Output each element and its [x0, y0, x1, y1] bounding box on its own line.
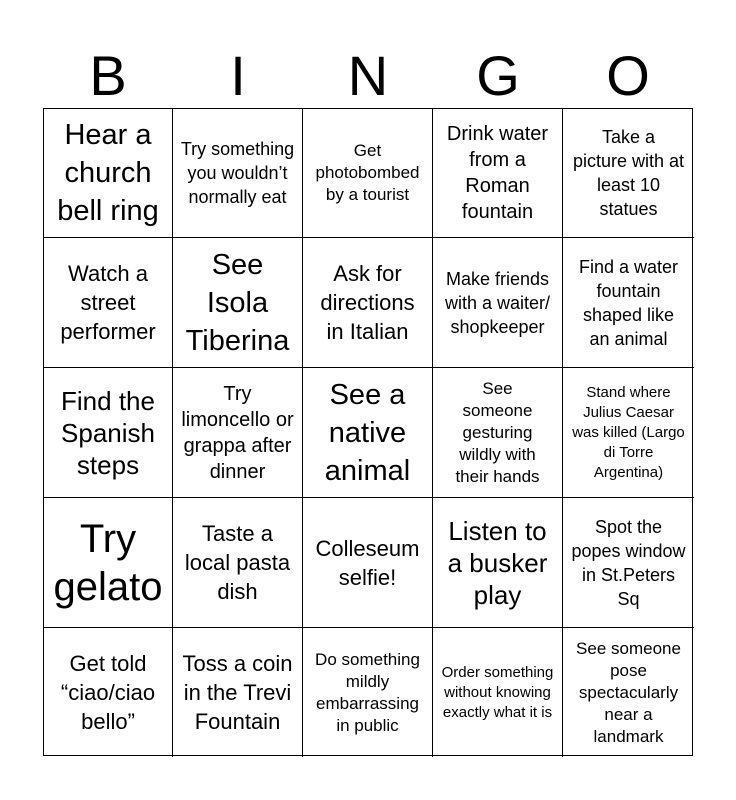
cell-text: See a native animal — [324, 378, 411, 487]
cell-text: Do something mildly embarrassing in public — [315, 649, 420, 735]
cell-text: Try limoncello or grappa after dinner — [181, 382, 294, 483]
cell-text: Find a water fountain shaped like an animal — [578, 256, 679, 349]
bingo-cell-r3-c2[interactable] — [173, 368, 303, 498]
bingo-header — [43, 44, 693, 108]
cell-text: See someone pose spectacularly near a landmark — [576, 638, 681, 746]
bingo-cell-r3-c5[interactable] — [563, 368, 694, 498]
cell-text: Get photobombed by a tourist — [315, 141, 420, 204]
bingo-cell-r4-c2[interactable] — [173, 498, 303, 628]
bingo-cell-r3-c4[interactable] — [433, 368, 563, 498]
cell-text: Taste a local pasta dish — [184, 521, 291, 604]
header-letter-b: B — [89, 44, 127, 107]
bingo-cell-r1-c5[interactable] — [563, 109, 694, 238]
header-letter-o: O — [606, 44, 650, 107]
cell-text: Watch a street performer — [60, 261, 156, 344]
bingo-cell-r4-c3[interactable] — [303, 498, 433, 628]
bingo-cell-r4-c1[interactable] — [44, 498, 173, 628]
bingo-cell-r5-c1[interactable] — [44, 628, 173, 757]
bingo-cell-r5-c3[interactable] — [303, 628, 433, 757]
cell-text: Order something without knowing exactly what it is — [441, 663, 554, 721]
cell-text: Get told “ciao/ciao bello” — [60, 651, 156, 734]
bingo-cell-r3-c3[interactable] — [303, 368, 433, 498]
header-letter-n: N — [347, 44, 389, 107]
bingo-cell-r2-c1[interactable] — [44, 238, 173, 368]
header-letter-i: I — [230, 44, 246, 107]
cell-text: Try gelato — [53, 516, 163, 609]
cell-text: Make friends with a waiter/ shopkeeper — [444, 268, 551, 337]
bingo-cell-r1-c3[interactable] — [303, 109, 433, 238]
bingo-cell-r5-c4[interactable] — [433, 628, 563, 757]
cell-text: Take a picture with at least 10 statues — [572, 127, 685, 219]
cell-text: Drink water from a Roman fountain — [446, 123, 549, 223]
cell-text: Spot the popes window in St.Peters Sq — [571, 516, 686, 609]
bingo-cell-r1-c1[interactable] — [44, 109, 173, 238]
bingo-cell-r5-c2[interactable] — [173, 628, 303, 757]
cell-text: Listen to a busker play — [447, 515, 548, 610]
bingo-grid — [43, 108, 693, 756]
bingo-cell-r2-c3[interactable] — [303, 238, 433, 368]
cell-text: Try something you wouldn’t normally eat — [180, 139, 295, 207]
cell-text: Find the Spanish steps — [61, 385, 155, 480]
bingo-cell-r1-c2[interactable] — [173, 109, 303, 238]
cell-text: Ask for directions in Italian — [320, 261, 415, 344]
bingo-cell-r2-c2[interactable] — [173, 238, 303, 368]
cell-text: Hear a church bell ring — [57, 119, 159, 227]
cell-text: Toss a coin in the Trevi Fountain — [182, 651, 293, 734]
bingo-cell-r2-c5[interactable] — [563, 238, 694, 368]
bingo-cell-r5-c5[interactable] — [563, 628, 694, 757]
cell-text: See Isola Tiberina — [185, 248, 290, 357]
bingo-cell-r4-c5[interactable] — [563, 498, 694, 628]
header-letter-g: G — [476, 44, 520, 107]
cell-text: See someone gesturing wildly with their hands — [455, 378, 540, 486]
bingo-cell-r3-c1[interactable] — [44, 368, 173, 498]
bingo-cell-r4-c4[interactable] — [433, 498, 563, 628]
bingo-cell-r2-c4[interactable] — [433, 238, 563, 368]
cell-text: Colleseum selfie! — [315, 535, 420, 590]
cell-text: Stand where Julius Caesar was killed (Largo di Torre Argentina) — [572, 383, 685, 481]
bingo-cell-r1-c4[interactable] — [433, 109, 563, 238]
